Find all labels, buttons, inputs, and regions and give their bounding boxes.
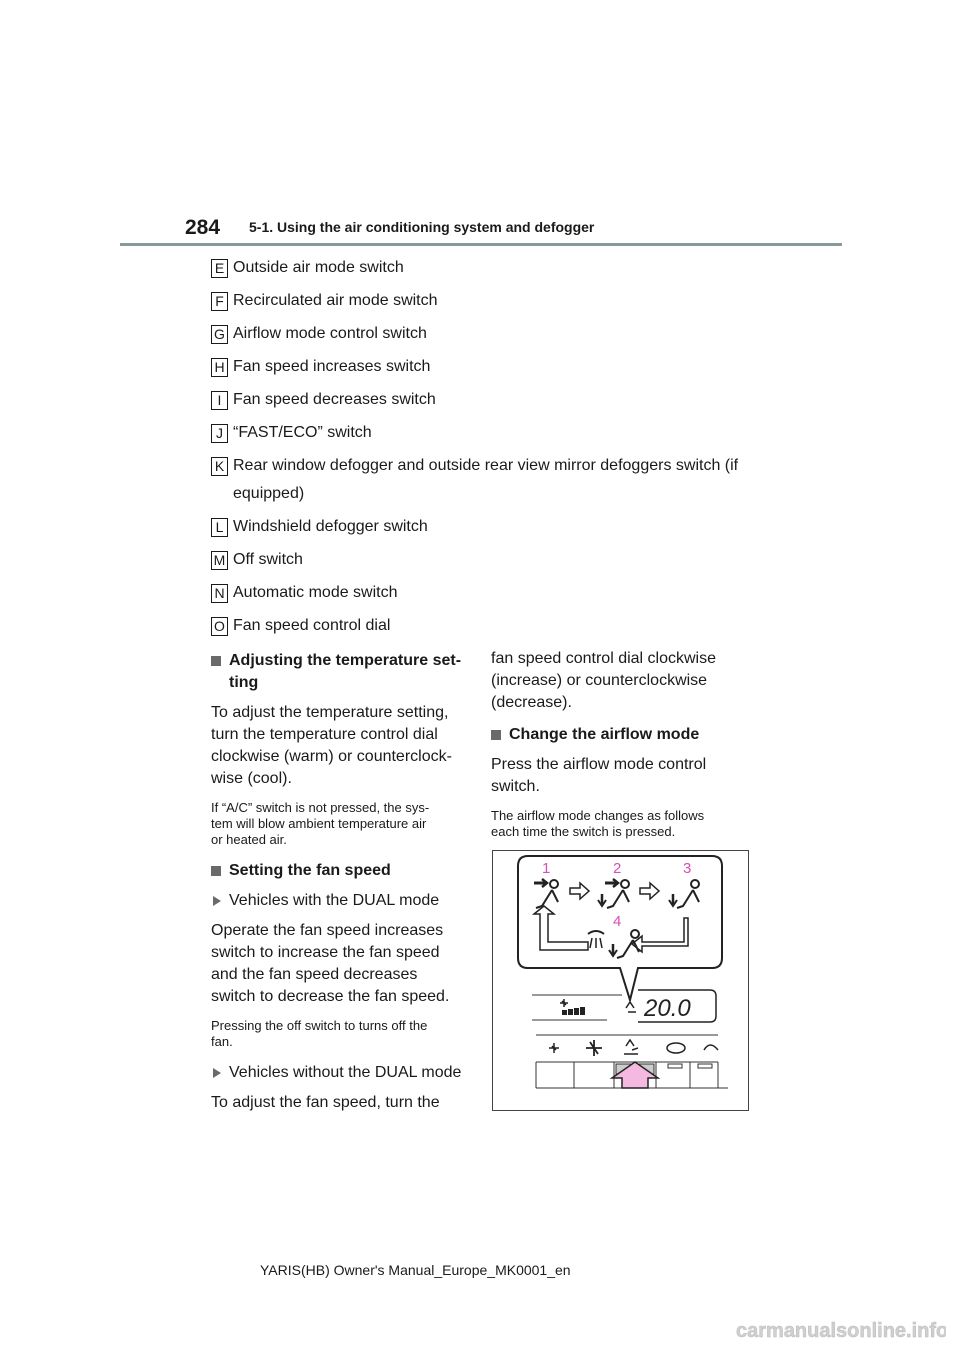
- legend-letter-k: K: [211, 457, 228, 476]
- airflow-mode-figure: [492, 850, 749, 1111]
- legend-item-g: [211, 324, 771, 344]
- fan-level-bar: [574, 1008, 579, 1015]
- watermark-image: [736, 1318, 946, 1344]
- temperature-note-line-3: or heated air.: [211, 832, 287, 847]
- airflow-note: [491, 808, 751, 840]
- legend-letter-n: N: [211, 584, 228, 603]
- dual-mode-note: [211, 1018, 471, 1050]
- airflow-paragraph: [491, 754, 751, 798]
- dual-mode-note-line-1: Pressing the off switch to turns off the: [211, 1018, 428, 1033]
- legend-item-j: [211, 423, 771, 443]
- legend-letter-m: M: [211, 551, 228, 570]
- section-title: 5-1. Using the air conditioning system and defogger: [249, 219, 595, 235]
- dual-mode-paragraph-line-1: Operate the fan speed increases: [211, 922, 444, 939]
- legend-text-l: Windshield defogger switch: [233, 518, 428, 535]
- airflow-heading: Change the airflow mode: [491, 724, 751, 746]
- manual-footer: YARIS(HB) Owner's Manual_Europe_MK0001_en: [260, 1262, 571, 1278]
- fan-level-bar: [580, 1007, 585, 1015]
- legend-letter-l: L: [211, 518, 228, 537]
- left-column: [211, 648, 471, 1124]
- airflow-mode-illustration: [492, 850, 749, 1111]
- legend-letter-h: H: [211, 358, 228, 377]
- legend-letter-g: G: [211, 325, 228, 344]
- temperature-paragraph-line-4: wise (cool).: [211, 770, 292, 787]
- page-number: 284: [185, 216, 221, 239]
- legend-item-k: [211, 456, 771, 504]
- temperature-note-line-1: If “A/C” switch is not pressed, the sys-: [211, 800, 430, 815]
- legend-text-h: Fan speed increases switch: [233, 358, 431, 375]
- watermark-text: carmanualsonline.info: [736, 1320, 946, 1342]
- step-label-1: 1: [542, 860, 551, 877]
- fan-level-bar: [562, 1010, 567, 1015]
- legend-text-k-cont: equipped): [233, 485, 305, 502]
- legend-letter-o: O: [211, 617, 228, 636]
- legend-text-o: Fan speed control dial: [233, 617, 391, 634]
- legend-letter-j: J: [211, 424, 228, 443]
- dual-mode-paragraph: [211, 920, 471, 1008]
- fan-speed-heading: Setting the fan speed: [211, 860, 471, 882]
- header-rule: [120, 243, 842, 246]
- legend-list: [211, 258, 771, 649]
- legend-item-l: [211, 517, 771, 537]
- watermark-logo: [736, 1318, 946, 1349]
- legend-letter-f: F: [211, 292, 228, 311]
- no-dual-mode-line-2: fan speed control dial clockwise: [491, 650, 717, 667]
- temperature-paragraph-line-2: turn the temperature control dial: [211, 726, 438, 743]
- legend-text-e: Outside air mode switch: [233, 259, 404, 276]
- legend-text-i: Fan speed decreases switch: [233, 391, 436, 408]
- dual-mode-paragraph-line-2: switch to increase the fan speed: [211, 944, 440, 961]
- legend-item-f: [211, 291, 771, 311]
- no-dual-mode-paragraph-start: To adjust the fan speed, turn the: [211, 1094, 440, 1111]
- temperature-note-line-2: tem will blow ambient temperature air: [211, 816, 427, 831]
- legend-text-j: “FAST/ECO” switch: [233, 424, 372, 441]
- legend-item-h: [211, 357, 771, 377]
- step-label-4: 4: [613, 913, 622, 930]
- temperature-paragraph-line-1: To adjust the temperature setting,: [211, 704, 449, 721]
- dual-mode-paragraph-line-3: and the fan speed decreases: [211, 966, 418, 983]
- step-label-2: 2: [613, 860, 622, 877]
- dual-mode-paragraph-line-4: switch to decrease the fan speed.: [211, 988, 450, 1005]
- temperature-note: [211, 800, 471, 848]
- no-dual-mode-subheading: Vehicles without the DUAL mode: [211, 1062, 471, 1084]
- legend-item-e: [211, 258, 771, 278]
- legend-item-m: [211, 550, 771, 570]
- no-dual-mode-line-3: (increase) or counterclockwise: [491, 672, 708, 689]
- legend-letter-i: I: [211, 391, 228, 410]
- temperature-paragraph: [211, 702, 471, 790]
- temperature-heading-line-2: ting: [229, 674, 259, 691]
- right-column: [491, 648, 751, 852]
- temperature-paragraph-line-3: clockwise (warm) or counterclock-: [211, 748, 452, 765]
- airflow-note-line-2: each time the switch is pressed.: [491, 824, 676, 839]
- legend-text-f: Recirculated air mode switch: [233, 292, 438, 309]
- step-label-3: 3: [683, 860, 692, 877]
- no-dual-mode-paragraph-end: [491, 648, 751, 714]
- legend-text-g: Airflow mode control switch: [233, 325, 427, 342]
- airflow-note-line-1: The airflow mode changes as follows: [491, 808, 705, 823]
- temperature-heading: [211, 650, 471, 694]
- legend-text-m: Off switch: [233, 551, 303, 568]
- airflow-paragraph-line-1: Press the airflow mode control: [491, 756, 707, 773]
- dual-mode-subheading: Vehicles with the DUAL mode: [211, 890, 471, 912]
- airflow-paragraph-line-2: switch.: [491, 778, 540, 795]
- no-dual-mode-line-4: (decrease).: [491, 694, 572, 711]
- fan-level-bar: [568, 1009, 573, 1015]
- legend-text-k: Rear window defogger and outside rear view mirror defoggers switch (if: [233, 457, 739, 474]
- legend-item-n: [211, 583, 771, 603]
- temperature-readout: 20.0: [644, 995, 691, 1022]
- temperature-heading-line-1: Adjusting the temperature set-: [229, 652, 462, 669]
- legend-letter-e: E: [211, 259, 228, 278]
- legend-text-n: Automatic mode switch: [233, 584, 398, 601]
- legend-item-i: [211, 390, 771, 410]
- legend-item-o: [211, 616, 771, 636]
- dual-mode-note-line-2: fan.: [211, 1034, 233, 1049]
